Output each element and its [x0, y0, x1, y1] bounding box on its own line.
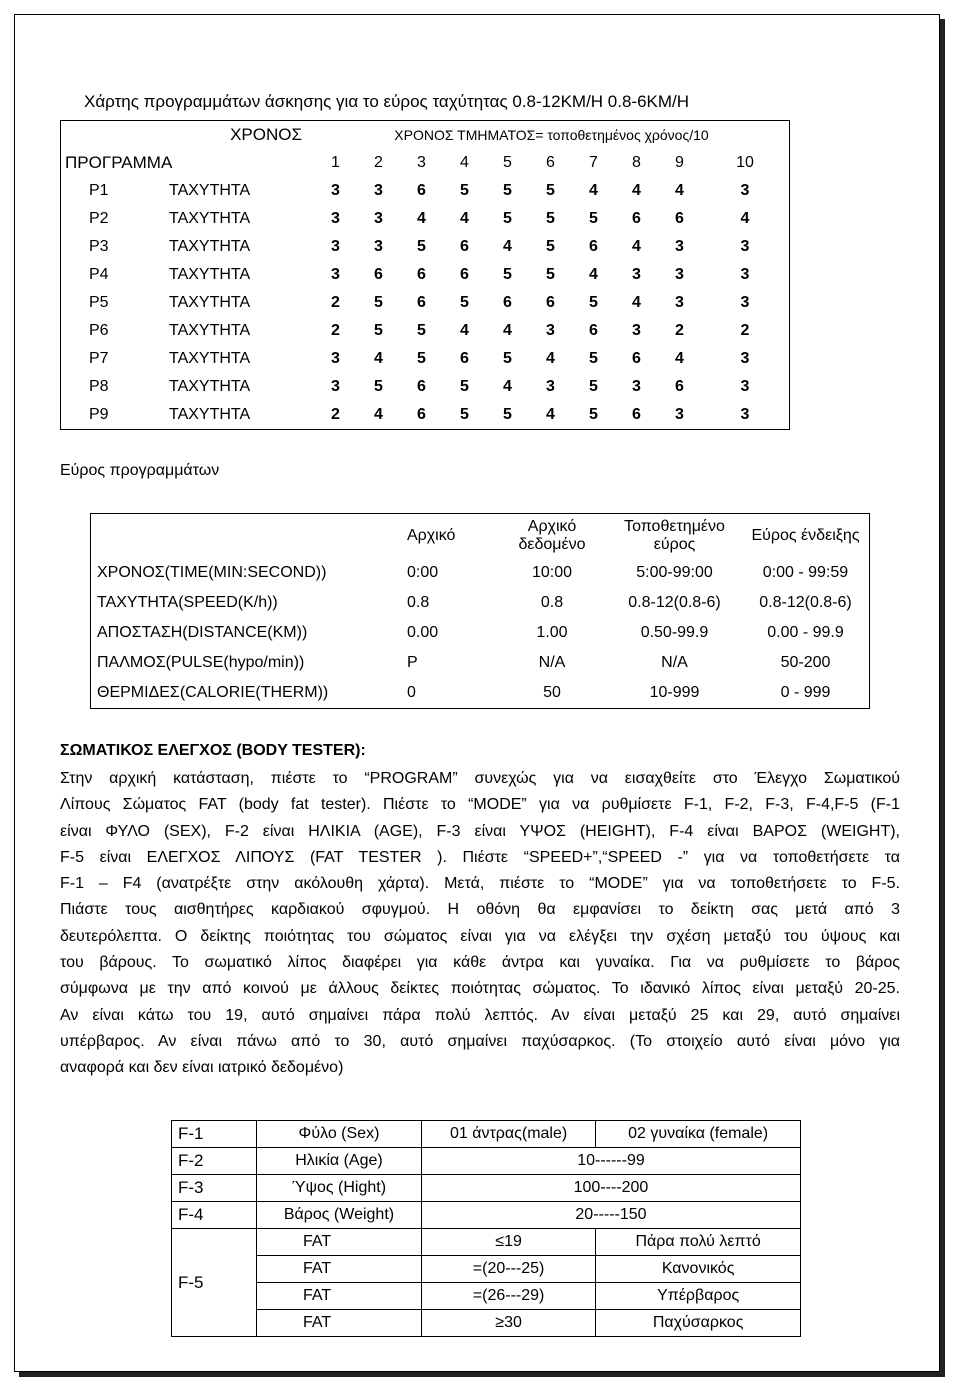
range-set-range: 0.50-99.9: [640, 623, 709, 641]
program-id: P7: [89, 350, 109, 367]
f5-row-1: [172, 1229, 801, 1256]
speed-value: 3: [740, 406, 750, 423]
range-header-set-range: Τοποθετημένο εύρος: [624, 517, 725, 553]
speed-value: 4: [675, 182, 684, 199]
program-id: P5: [89, 294, 109, 311]
speed-value: 4: [632, 294, 641, 311]
speed-value: 3: [675, 294, 684, 311]
range-initial-data: 0.8: [540, 593, 564, 611]
speed-value: 6: [460, 238, 469, 255]
range-header-empty: [91, 514, 408, 558]
paragraph-line: Πιάστε τους αισθητήρες καρδιακού σφυγμού. Η οθόνη θα εμφανίσει το δείκτη σας μετά από 3: [60, 901, 900, 919]
paragraph-line: είναι ΦΥΛΟ (SEX), F-2 είναι ΗΛΙΚΙΑ (AGE), F-3 είναι ΥΨΟΣ (HEIGHT), F-4 είναι ΒΑΡΟΣ (WEIGHT),: [60, 822, 900, 840]
speed-value: 5: [417, 322, 426, 339]
speed-value: 4: [546, 350, 555, 367]
f1-code: F-1: [172, 1121, 257, 1148]
range-initial-data: 50: [543, 683, 561, 701]
speed-value: 5: [417, 238, 426, 255]
speed-value: 3: [374, 182, 383, 199]
speed-value: 6: [417, 378, 426, 395]
speed-value: 5: [503, 350, 512, 367]
speed-value: 5: [589, 210, 598, 227]
speed-value: 3: [331, 378, 340, 395]
speed-value: 5: [546, 210, 555, 227]
range-initial-data: 10:00: [531, 563, 573, 581]
range-set-range: N/A: [661, 653, 688, 671]
f3-range: 100----200: [421, 1175, 800, 1202]
speed-value: 6: [460, 350, 469, 367]
f2-code: F-2: [172, 1148, 257, 1175]
page-title: Χάρτης προγραμμάτων άσκησης για το εύρος ταχύτητας 0.8-12ΚΜ/Η 0.8-6ΚΜ/Η: [84, 92, 690, 111]
speed-value: 2: [331, 406, 340, 423]
speed-value: 5: [503, 210, 512, 227]
speed-value: 3: [740, 294, 750, 311]
speed-value: 6: [675, 378, 684, 395]
speed-value: 3: [374, 210, 383, 227]
f5-label-2: FAT: [257, 1256, 422, 1283]
program-row: [61, 177, 790, 205]
program-row: [61, 317, 790, 345]
speed-value: 5: [460, 406, 469, 423]
speed-value: 4: [417, 210, 426, 227]
paragraph-line: του βάρους. Το σωματικό λίπος διαφέρει για κάθε άντρα και γυναίκα. Για να ρυθμίσετε το βάρος: [60, 954, 900, 972]
program-table-wrapper: [60, 120, 790, 430]
speed-value: 3: [374, 238, 383, 255]
program-label: ΤΑΧΥΤΗΤΑ: [169, 406, 251, 423]
speed-value: 2: [740, 322, 750, 339]
speed-value: 3: [546, 322, 555, 339]
f4-range: 20-----150: [421, 1202, 800, 1229]
speed-value: 5: [503, 406, 512, 423]
header-program: ΠΡΟΓΡΑΜΜΑ: [65, 153, 173, 172]
segment-header-6: 6: [546, 154, 555, 171]
speed-value: 6: [589, 322, 598, 339]
f5-label-3: FAT: [257, 1283, 422, 1310]
speed-value: 5: [460, 378, 469, 395]
speed-value: 3: [331, 266, 340, 283]
program-table-segments-row: [61, 149, 790, 177]
segment-header-3: 3: [417, 154, 426, 171]
speed-value: 5: [374, 294, 383, 311]
f3-code: F-3: [172, 1175, 257, 1202]
range-initial: P: [407, 653, 418, 671]
f1-male: 01 άντρας(male): [421, 1121, 595, 1148]
speed-value: 5: [503, 182, 512, 199]
program-row: [61, 205, 790, 233]
range-row: [91, 678, 870, 709]
speed-value: 6: [374, 266, 383, 283]
speed-value: 2: [331, 294, 340, 311]
range-row: [91, 588, 870, 618]
program-label: ΤΑΧΥΤΗΤΑ: [169, 238, 251, 255]
program-id: P3: [89, 238, 109, 255]
paragraph-line: υπέρβαρος. Αν είναι πάνω από το 30, αυτό σημαίνει παχύσαρκος. (Το στοιχείο αυτό είναι μόνο για: [60, 1032, 900, 1050]
header-segment: ΧΡΟΝΟΣ ΤΜΗΜΑΤΟΣ= τοποθετημένος χρόνος/10: [394, 127, 709, 143]
paragraph-line: δευτερόλεπτα. Ο δείκτης ποιότητας του σώματος είναι για να ελέγξει την σχέση μεταξύ του ύψους και: [60, 927, 900, 945]
speed-value: 6: [589, 238, 598, 255]
program-id: P6: [89, 322, 109, 339]
range-initial: 0:00: [407, 563, 439, 581]
f5-row-2: [172, 1256, 801, 1283]
speed-value: 3: [331, 182, 340, 199]
speed-value: 4: [503, 378, 512, 395]
f5-label-4: FAT: [257, 1310, 422, 1337]
speed-value: 6: [503, 294, 512, 311]
f4-code: F-4: [172, 1202, 257, 1229]
speed-value: 5: [589, 350, 598, 367]
speed-value: 5: [374, 378, 383, 395]
range-initial: 0.8: [407, 593, 430, 611]
f1-female: 02 γυναίκα (female): [596, 1121, 801, 1148]
speed-value: 3: [331, 210, 340, 227]
speed-value: 3: [331, 350, 340, 367]
speed-value: 4: [460, 210, 469, 227]
range-section-label: Εύρος προγραμμάτων: [60, 462, 220, 479]
range-parameter: ΑΠΟΣΤΑΣΗ(DISTANCE(KM)): [97, 623, 308, 641]
paragraph-line: Αν είναι κάτω του 19, αυτό σημαίνει πάρα πολύ λεπτός. Αν είναι μεταξύ 25 και 29, αυτό σημαίνει: [60, 1006, 900, 1024]
paragraph-line: σύμφωνα με την από κοινού με άλλους δείκτες ποιότητας σώματος. Το ιδανικό λίπος είναι μεταξύ 20-25.: [60, 980, 900, 998]
speed-value: 3: [632, 266, 641, 283]
f4-row: [172, 1202, 801, 1229]
speed-value: 4: [503, 238, 512, 255]
speed-value: 5: [460, 182, 469, 199]
speed-value: 4: [374, 350, 383, 367]
range-table: [90, 513, 870, 709]
segment-header-8: 8: [632, 154, 641, 171]
segment-header-1: 1: [331, 154, 340, 171]
speed-value: 3: [331, 238, 340, 255]
f3-name: Ύψος (Hight): [257, 1175, 422, 1202]
speed-value: 6: [460, 266, 469, 283]
program-label: ΤΑΧΥΤΗΤΑ: [169, 266, 251, 283]
program-row: [61, 401, 790, 430]
f5-meaning-4: Παχύσαρκος: [596, 1310, 801, 1337]
speed-value: 6: [417, 406, 426, 423]
speed-value: 2: [675, 322, 684, 339]
range-row: [91, 648, 870, 678]
speed-value: 5: [589, 406, 598, 423]
range-header-row: [91, 514, 870, 558]
program-label: ΤΑΧΥΤΗΤΑ: [169, 322, 251, 339]
f5-label-1: FAT: [257, 1229, 422, 1256]
range-header-initial-data: Αρχικό δεδομένο: [518, 517, 586, 553]
paragraph-line: Στην αρχική κατάσταση, πιέστε το “PROGRAM” συνεχώς για να εισαχθείτε στο Έλεγχο Σωματικού: [60, 770, 900, 787]
f5-value-2: =(20---25): [421, 1256, 595, 1283]
program-label: ΤΑΧΥΤΗΤΑ: [169, 294, 251, 311]
speed-value: 6: [632, 350, 641, 367]
speed-value: 5: [589, 378, 598, 395]
program-id: P2: [89, 210, 109, 227]
segment-header-4: 4: [460, 154, 469, 171]
f1-row: [172, 1121, 801, 1148]
f5-value-4: ≥30: [421, 1310, 595, 1337]
speed-value: 6: [417, 294, 426, 311]
paragraph-line: F-5 είναι ΕΛΕΓΧΟΣ ΛΙΠΟΥΣ (FAT TESTER ). Πιέστε “SPEED+”,“SPEED -” για να τοποθετήσετε τα: [60, 848, 900, 866]
speed-value: 4: [503, 322, 512, 339]
program-row: [61, 261, 790, 289]
range-display-range: 0.8-12(0.8-6): [759, 593, 852, 611]
speed-value: 5: [417, 350, 426, 367]
program-label: ΤΑΧΥΤΗΤΑ: [169, 378, 251, 395]
paragraph-line: Λίπους Σώματος FAT (body fat tester). Πιέστε το “MODE” για να ρυθμίσετε F-1, F-2, F-3, F-4,F-5 (F-1: [60, 796, 900, 814]
f5-meaning-1: Πάρα πολύ λεπτό: [596, 1229, 801, 1256]
range-initial-data: N/A: [538, 653, 566, 671]
f5-value-3: =(26---29): [421, 1283, 595, 1310]
f5-meaning-2: Κανονικός: [596, 1256, 801, 1283]
range-parameter: ΤΑΧΥΤΗΤΑ(SPEED(K/h)): [97, 593, 278, 611]
speed-value: 4: [460, 322, 469, 339]
speed-value: 6: [546, 294, 555, 311]
speed-value: 5: [503, 266, 512, 283]
speed-value: 5: [374, 322, 383, 339]
f5-row-4: [172, 1310, 801, 1337]
program-id: P4: [89, 266, 109, 283]
paragraph-line: F-1 – F4 (ανατρέξτε στην ακόλουθη χάρτα). Μετά, πιέστε το “MODE” για να τοποθετήσετε το F-5.: [60, 875, 900, 893]
program-label: ΤΑΧΥΤΗΤΑ: [169, 182, 251, 199]
segment-header-7: 7: [589, 154, 598, 171]
speed-value: 3: [740, 378, 750, 395]
speed-value: 3: [632, 378, 641, 395]
header-time: ΧΡΟΝΟΣ: [230, 125, 302, 144]
range-initial: 0: [407, 683, 416, 701]
range-row: [91, 618, 870, 648]
speed-value: 5: [546, 238, 555, 255]
speed-value: 6: [675, 210, 684, 227]
paragraph-line: αναφορά και δεν είναι ιατρικό δεδομένο): [60, 1059, 344, 1077]
range-header-initial: Αρχικό: [407, 526, 456, 544]
speed-value: 2: [331, 322, 340, 339]
speed-value: 4: [675, 350, 684, 367]
f2-name: Ηλικία (Age): [257, 1148, 422, 1175]
f2-row: [172, 1148, 801, 1175]
range-set-range: 10-999: [649, 683, 700, 701]
range-row: [91, 558, 870, 588]
range-parameter: ΘΕΡΜΙΔΕΣ(CALORIE(THERM)): [97, 683, 329, 701]
f5-code: F-5: [172, 1229, 257, 1337]
body-tester-heading: ΣΩΜΑΤΙΚΟΣ ΕΛΕΓΧΟΣ (BODY TESTER):: [60, 742, 366, 759]
program-table-header-row: [61, 121, 790, 150]
speed-value: 4: [740, 210, 750, 227]
program-row: [61, 345, 790, 373]
speed-value: 5: [546, 266, 555, 283]
speed-value: 3: [740, 182, 750, 199]
speed-value: 3: [675, 238, 684, 255]
range-parameter: ΧΡΟΝΟΣ(TIME(MIN:SECOND)): [97, 563, 327, 581]
range-display-range: 0:00 - 99:59: [762, 563, 849, 581]
speed-value: 3: [675, 266, 684, 283]
f-table: [171, 1120, 801, 1337]
program-id: P8: [89, 378, 109, 395]
speed-value: 4: [589, 182, 598, 199]
speed-value: 3: [740, 350, 750, 367]
speed-value: 3: [675, 406, 684, 423]
range-display-range: 0.00 - 99.9: [767, 623, 844, 641]
speed-value: 4: [632, 238, 641, 255]
f3-row: [172, 1175, 801, 1202]
program-id: P9: [89, 406, 109, 423]
segment-header-10: 10: [736, 154, 754, 171]
f4-name: Βάρος (Weight): [257, 1202, 422, 1229]
speed-value: 5: [589, 294, 598, 311]
segment-header-9: 9: [675, 154, 684, 171]
speed-value: 6: [417, 182, 426, 199]
program-label: ΤΑΧΥΤΗΤΑ: [169, 350, 251, 367]
speed-value: 4: [374, 406, 383, 423]
f2-range: 10------99: [421, 1148, 800, 1175]
speed-value: 4: [546, 406, 555, 423]
segment-header-5: 5: [503, 154, 512, 171]
speed-value: 6: [632, 210, 641, 227]
body-tester-paragraph: [60, 766, 900, 1082]
segment-header-2: 2: [374, 154, 383, 171]
f5-row-3: [172, 1283, 801, 1310]
range-display-range: 50-200: [780, 653, 831, 671]
range-header-display-range: Εύρος ένδειξης: [751, 526, 860, 544]
program-row: [61, 233, 790, 261]
f5-meaning-3: Υπέρβαρος: [596, 1283, 801, 1310]
program-table: [60, 120, 790, 430]
program-row: [61, 373, 790, 401]
speed-value: 3: [632, 322, 641, 339]
speed-value: 6: [632, 406, 641, 423]
range-display-range: 0 - 999: [780, 683, 831, 701]
range-set-range: 5:00-99:00: [636, 563, 713, 581]
f1-name: Φύλο (Sex): [257, 1121, 422, 1148]
program-row: [61, 289, 790, 317]
speed-value: 5: [460, 294, 469, 311]
speed-value: 3: [740, 266, 750, 283]
speed-value: 6: [417, 266, 426, 283]
range-initial: 0.00: [407, 623, 439, 641]
speed-value: 4: [589, 266, 598, 283]
speed-value: 5: [546, 182, 555, 199]
range-parameter: ΠΑΛΜΟΣ(PULSE(hypo/min)): [97, 653, 305, 671]
speed-value: 3: [546, 378, 555, 395]
program-id: P1: [89, 182, 109, 199]
program-label: ΤΑΧΥΤΗΤΑ: [169, 210, 251, 227]
range-set-range: 0.8-12(0.8-6): [628, 593, 721, 611]
speed-value: 4: [632, 182, 641, 199]
f5-value-1: ≤19: [421, 1229, 595, 1256]
range-initial-data: 1.00: [536, 623, 568, 641]
speed-value: 3: [740, 238, 750, 255]
